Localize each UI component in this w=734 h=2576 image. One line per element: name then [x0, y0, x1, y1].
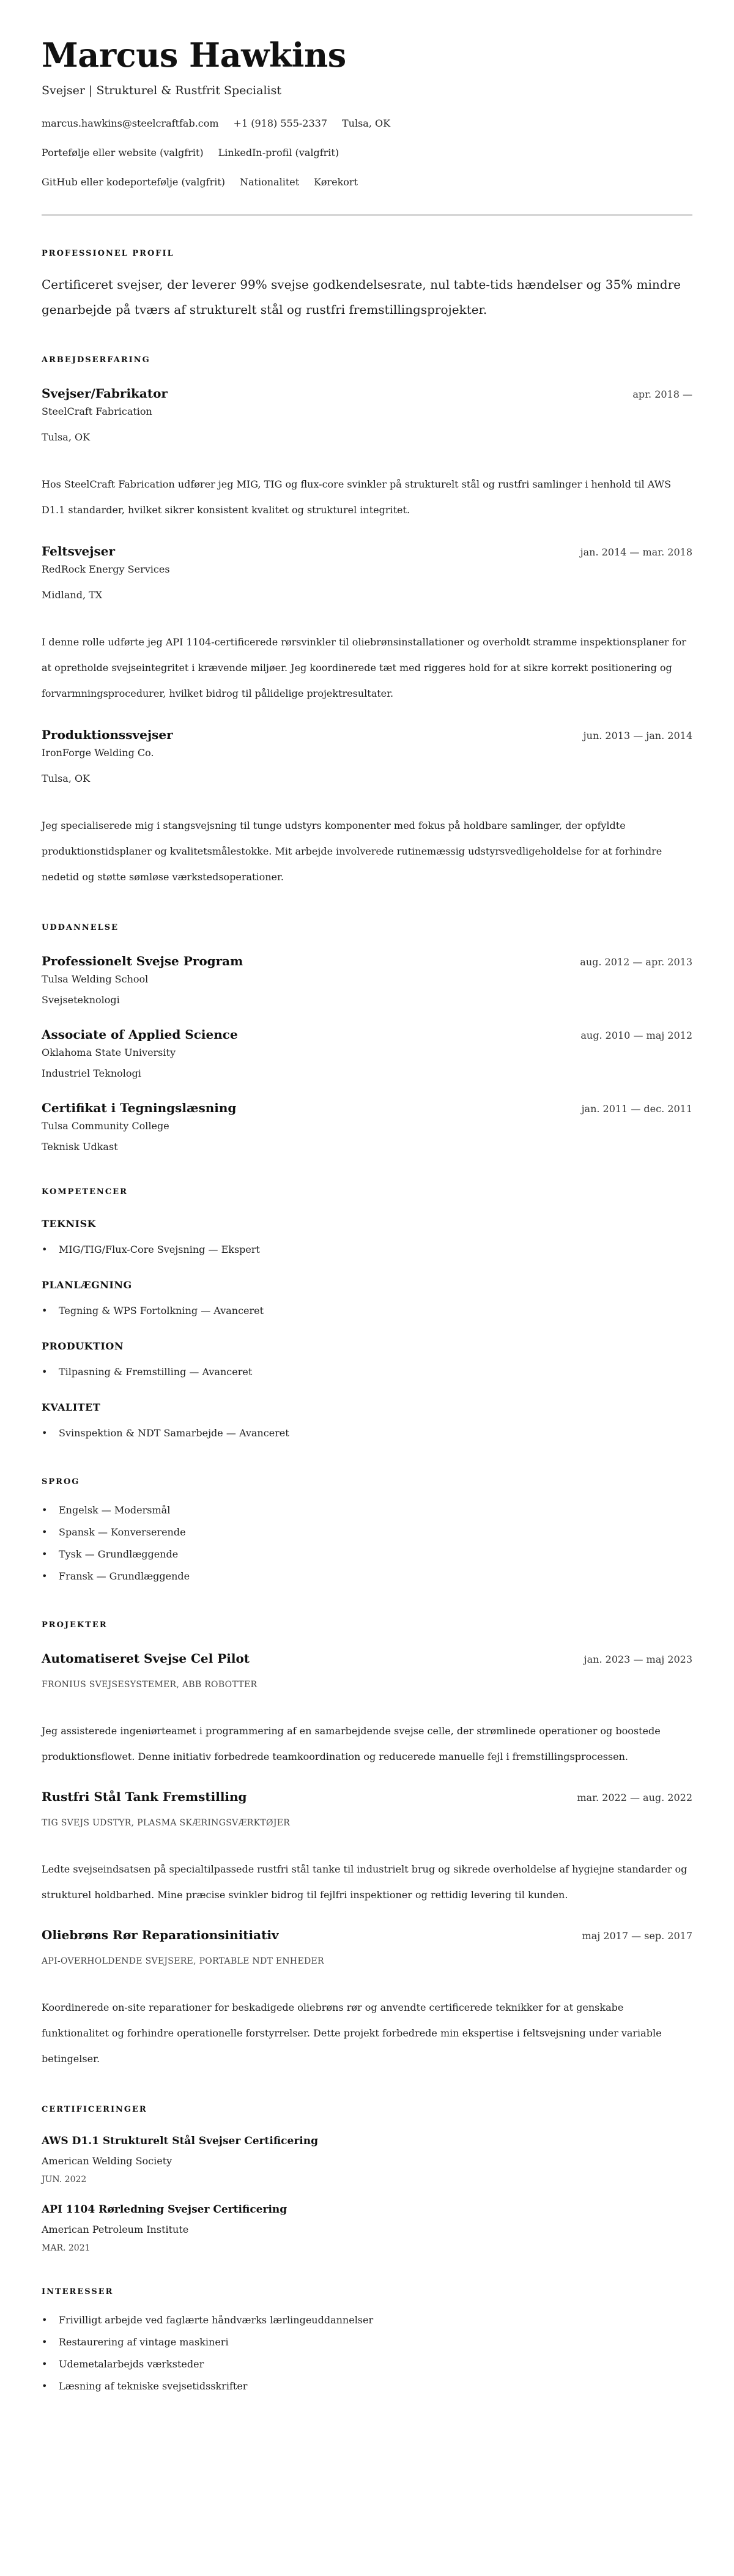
project-dates: jan. 2023 — maj 2023: [584, 1654, 692, 1665]
education-item: [42, 952, 692, 1008]
certification-item: [42, 2133, 692, 2186]
job-location: Tulsa, OK: [42, 773, 91, 784]
projects-section: [42, 1619, 692, 2072]
degree-title: Certifikat i Tegningslæsning: [42, 1101, 237, 1115]
job-title: Feltsvejser: [42, 544, 116, 559]
experience-section: [42, 354, 692, 890]
skill-list: [42, 1300, 692, 1322]
summary-section: [42, 248, 692, 322]
project-description: Jeg assisterede ingeniørteamet i programmering af en samarbejdende svejse celle, der strømlinede operationer og boostede produktionsflowet. Denne initiativ forbedrede teamkoordination og reducerede manuelle fejl i fremstillingsprocessen.: [42, 1725, 661, 1762]
job-company: RedRock Energy Services: [42, 563, 170, 575]
section-title-education: UDDANNELSE: [42, 923, 119, 932]
project-dates: maj 2017 — sep. 2017: [582, 1930, 692, 1942]
skill-item: • Tilpasning & Fremstilling — Avanceret: [42, 1361, 692, 1383]
section-title-experience: ARBEJDSERFARING: [42, 355, 150, 365]
language-item: • Tysk — Grundlæggende: [42, 1543, 692, 1565]
project-tech: TIG SVEJS UDSTYR, PLASMA SKÆRINGSVÆRKTØJER: [42, 1818, 291, 1828]
certification-date: JUN. 2022: [42, 2175, 87, 2184]
project-item: [42, 1788, 692, 1908]
certification-name: AWS D1.1 Strukturelt Stål Svejser Certificering: [42, 2135, 319, 2147]
job-dates: apr. 2018 —: [632, 388, 692, 400]
language-item: • Fransk — Grundlæggende: [42, 1565, 692, 1587]
project-dates: mar. 2022 — aug. 2022: [577, 1792, 692, 1803]
section-title-certifications: CERTIFICERINGER: [42, 2105, 147, 2114]
experience-item: [42, 726, 692, 890]
degree-title: Associate of Applied Science: [42, 1027, 238, 1042]
skill-item: • Tegning & WPS Fortolkning — Avanceret: [42, 1300, 692, 1322]
skill-category-title: KVALITET: [42, 1401, 101, 1413]
project-description: Koordinerede on-site reparationer for beskadigede oliebrøns rør og anvendte certificerede teknikker for at genskabe funktionalitet og forhindre operationelle forstyrrelser. Dette projekt forbedrede min ekspertise i feltsvejsning under variable betingelser.: [42, 2002, 662, 2065]
job-description: Jeg specialiserede mig i stangsvejsning til tunge udstyrs komponenter med fokus på holdbare samlinger, der opfyldte produktionstidsplaner og kvalitetsmålestokke. Mit arbejde involverede rutinemæssig udstyrsvedligeholdelse for at forhindre nedetid og støtte sømløse værkstedsoperationer.: [42, 820, 662, 883]
summary-text: Certificeret svejser, der leverer 99% svejse godkendelsesrate, nul tabte-tids hændelser og 35% mindre genarbejde på tværs af strukturelt stål og rustfri fremstillingsprojekter.: [42, 277, 681, 317]
candidate-headline: Svejser | Strukturel & Rustfrit Specialist: [42, 84, 281, 97]
interest-item: • Frivilligt arbejde ved faglærte håndværks lærlingeuddannelser: [42, 2309, 692, 2331]
education-dates: aug. 2012 — apr. 2013: [580, 956, 692, 968]
job-company: IronForge Welding Co.: [42, 747, 154, 759]
project-title: Rustfri Stål Tank Fremstilling: [42, 1789, 247, 1804]
language-item: • Engelsk — Modersmål: [42, 1499, 692, 1521]
school-name: Tulsa Community College: [42, 1120, 169, 1132]
section-title-interests: INTERESSER: [42, 2287, 114, 2296]
interest-item: • Restaurering af vintage maskineri: [42, 2331, 692, 2353]
nationality-text: Nationalitet: [240, 176, 300, 188]
skill-item: • MIG/TIG/Flux-Core Svejsning — Ekspert: [42, 1239, 692, 1261]
project-tech: API-OVERHOLDENDE SVEJSERE, PORTABLE NDT ENHEDER: [42, 1956, 324, 1966]
education-dates: aug. 2010 — maj 2012: [580, 1030, 692, 1041]
experience-item: [42, 543, 692, 707]
school-name: Oklahoma State University: [42, 1047, 176, 1058]
skill-category-title: PLANLÆGNING: [42, 1279, 132, 1291]
field-of-study: Svejseteknologi: [42, 994, 120, 1006]
section-title-languages: SPROG: [42, 1477, 80, 1487]
candidate-name: Marcus Hawkins: [42, 35, 346, 75]
job-description: I denne rolle udførte jeg API 1104-certificerede rørsvinkler til oliebrønsinstallationer og overholdt stramme inspektionsplaner for at opretholde svejseintegritet i krævende miljøer. Jeg koordinerede tæt med riggeres hold for at sikre korrekt positionering og forvarmningsprocedurer, hvilket bidrog til pålidelige projektresultater.: [42, 636, 686, 699]
project-item: [42, 1926, 692, 2072]
education-item: [42, 1099, 692, 1154]
skill-category-title: TEKNISK: [42, 1218, 97, 1230]
interest-item: • Udemetalarbejds værksteder: [42, 2353, 692, 2375]
section-title-skills: KOMPETENCER: [42, 1187, 128, 1197]
job-dates: jan. 2014 — mar. 2018: [580, 546, 692, 558]
drivers-license-text: Kørekort: [314, 176, 358, 188]
skill-category-title: PRODUKTION: [42, 1340, 124, 1352]
contact-row-primary: [42, 116, 692, 131]
education-dates: jan. 2011 — dec. 2011: [581, 1103, 692, 1115]
interest-item: • Læsning af tekniske svejsetidsskrifter: [42, 2375, 692, 2397]
degree-title: Professionelt Svejse Program: [42, 954, 243, 968]
field-of-study: Industriel Teknologi: [42, 1067, 141, 1079]
certification-issuer: American Petroleum Institute: [42, 2224, 189, 2235]
email-link[interactable]: marcus.hawkins@steelcraftfab.com: [42, 117, 219, 129]
job-title: Svejser/Fabrikator: [42, 386, 168, 401]
job-dates: jun. 2013 — jan. 2014: [583, 730, 692, 741]
certifications-section: [42, 2104, 692, 2254]
job-title: Produktionssvejser: [42, 727, 173, 742]
languages-section: [42, 1476, 692, 1587]
resume-header: [42, 35, 692, 216]
project-tech: FRONIUS SVEJSESYSTEMER, ABB ROBOTTER: [42, 1680, 258, 1690]
github-link[interactable]: GitHub eller kodeportefølje (valgfrit): [42, 176, 226, 188]
skill-item: • Svinspektion & NDT Samarbejde — Avanceret: [42, 1422, 692, 1444]
contact-row-links: [42, 146, 692, 160]
section-title-projects: PROJEKTER: [42, 1620, 108, 1630]
section-title-summary: PROFESSIONEL PROFIL: [42, 249, 174, 258]
project-title: Oliebrøns Rør Reparationsinitiativ: [42, 1928, 279, 1942]
project-description: Ledte svejseindsatsen på specialtilpassede rustfri stål tanke til industrielt brug og sikrede overholdelse af hygiejne standarder og strukturel holdbarhed. Mine præcise svinkler bidrog til fejlfri inspektioner og rettidig levering til kunden.: [42, 1863, 688, 1901]
job-company: SteelCraft Fabrication: [42, 406, 152, 417]
skill-list: [42, 1239, 692, 1261]
field-of-study: Teknisk Udkast: [42, 1141, 118, 1153]
education-item: [42, 1026, 692, 1081]
interest-list: [42, 2309, 692, 2397]
skill-list: [42, 1422, 692, 1444]
portfolio-link[interactable]: Portefølje eller website (valgfrit): [42, 147, 204, 158]
experience-item: [42, 385, 692, 523]
job-location: Midland, TX: [42, 589, 103, 601]
skills-section: [42, 1186, 692, 1444]
phone-link[interactable]: +1 (918) 555-2337: [233, 117, 327, 129]
skill-list: [42, 1361, 692, 1383]
interests-section: [42, 2286, 692, 2397]
education-section: [42, 922, 692, 1154]
job-description: Hos SteelCraft Fabrication udfører jeg MIG, TIG og flux-core svinkler på strukturelt stål og rustfri samlinger i henhold til AWS D1.1 standarder, hvilket sikrer konsistent kvalitet og strukturel integritet.: [42, 478, 672, 516]
contact-row-extra: [42, 175, 692, 190]
language-list: [42, 1499, 692, 1587]
linkedin-link[interactable]: LinkedIn-profil (valgfrit): [218, 147, 339, 158]
project-title: Automatiseret Svejse Cel Pilot: [42, 1651, 250, 1666]
certification-issuer: American Welding Society: [42, 2155, 172, 2167]
language-item: • Spansk — Konverserende: [42, 1521, 692, 1543]
project-item: [42, 1650, 692, 1770]
school-name: Tulsa Welding School: [42, 973, 149, 985]
job-location: Tulsa, OK: [42, 431, 91, 443]
certification-item: [42, 2202, 692, 2254]
certification-date: MAR. 2021: [42, 2243, 91, 2253]
location-text: Tulsa, OK: [342, 117, 391, 129]
header-divider: [42, 214, 692, 216]
certification-name: API 1104 Rørledning Svejser Certificering: [42, 2203, 287, 2216]
